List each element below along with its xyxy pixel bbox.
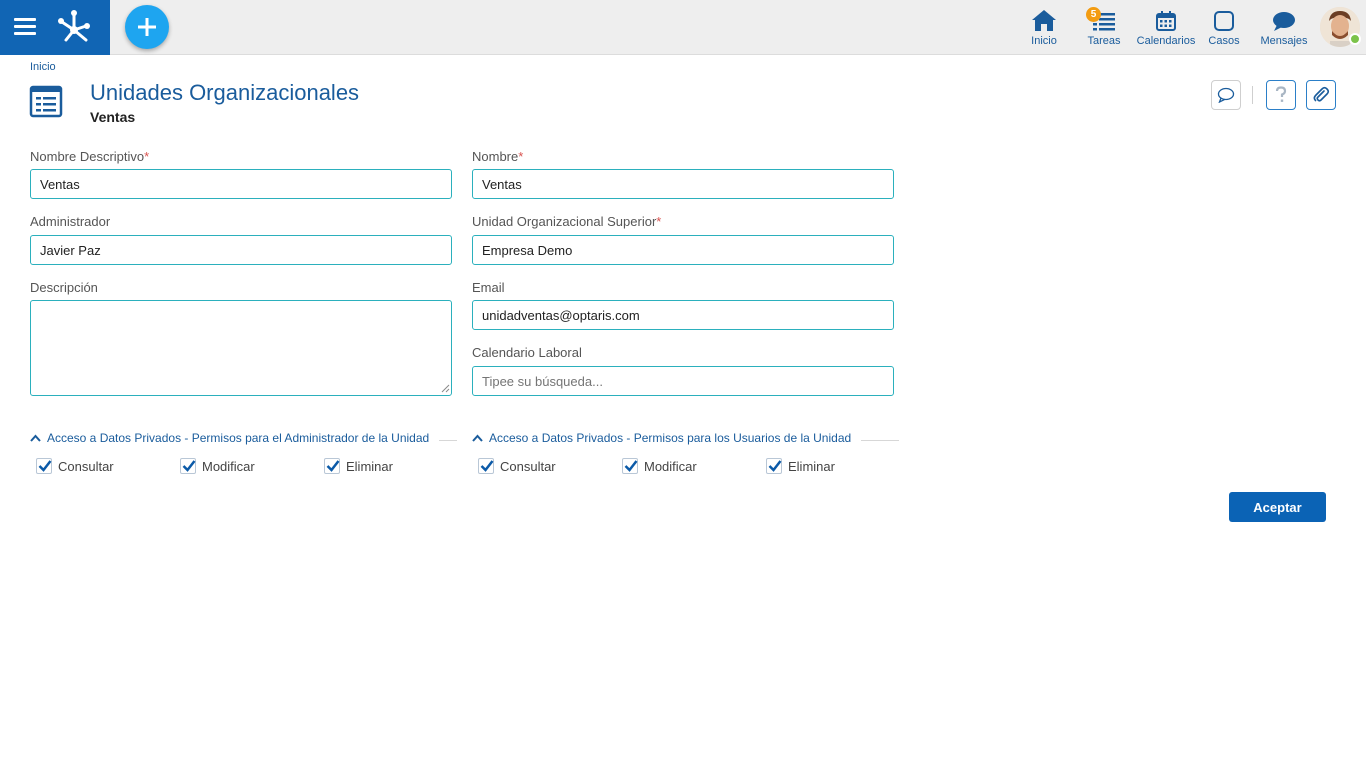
checkbox-label: Eliminar [788,458,835,474]
accept-button[interactable]: Aceptar [1229,492,1326,522]
nav-inicio[interactable] [1024,6,1064,50]
checkbox-box[interactable] [324,458,340,474]
checkbox-box[interactable] [766,458,782,474]
plus-icon [137,17,157,37]
home-icon [1031,8,1057,32]
calendario-search-input[interactable] [472,366,894,396]
nav-label: Casos [1208,35,1240,47]
question-mark-icon [1274,86,1288,104]
nav-calendarios[interactable] [1136,6,1196,50]
app-logo-icon[interactable] [56,8,92,44]
checkbox-label: Eliminar [346,458,393,474]
checkbox-box[interactable] [36,458,52,474]
org-units-form-icon [29,84,63,118]
unidad-superior-input[interactable] [472,235,894,265]
checkbox-label: Consultar [58,458,114,474]
users-modificar-checkbox[interactable] [622,458,697,474]
nombre-input[interactable] [472,169,894,199]
online-status-indicator [1349,33,1361,45]
checkbox-label: Consultar [500,458,556,474]
checkmark-icon [325,458,341,474]
checkmark-icon [181,458,197,474]
users-permissions-section-toggle[interactable] [472,431,851,445]
resize-handle-icon[interactable] [440,383,450,393]
hamburger-menu-icon[interactable] [14,18,36,36]
users-eliminar-checkbox[interactable] [766,458,835,474]
nombre-descriptivo-label: Nombre Descriptivo* [30,149,150,164]
nav-casos[interactable] [1206,6,1242,50]
chevron-up-icon [30,434,41,442]
checkbox-box[interactable] [478,458,494,474]
calendario-label: Calendario Laboral [472,345,582,360]
admin-permissions-title: Acceso a Datos Privados - Permisos para el Administrador de la Unidad [47,431,430,445]
nav-label: Calendarios [1136,35,1196,47]
admin-consultar-checkbox[interactable] [36,458,114,474]
checkmark-icon [623,458,639,474]
calendar-icon [1155,10,1177,32]
nav-label: Inicio [1031,35,1057,47]
admin-permissions-section-toggle[interactable] [30,431,429,445]
nav-mensajes[interactable] [1258,6,1310,50]
page-subtitle: Ventas [90,109,136,125]
help-button[interactable] [1266,80,1296,110]
nav-tareas[interactable] [1084,6,1124,50]
users-consultar-checkbox[interactable] [478,458,556,474]
section-divider [439,440,457,441]
chevron-up-icon [472,434,483,442]
checkmark-icon [479,458,495,474]
breadcrumb-inicio[interactable]: Inicio [30,61,56,73]
checkbox-box[interactable] [180,458,196,474]
add-new-button[interactable] [125,5,169,49]
checkbox-label: Modificar [202,458,255,474]
attachments-button[interactable] [1306,80,1336,110]
admin-eliminar-checkbox[interactable] [324,458,393,474]
email-input[interactable] [472,300,894,330]
cases-icon [1213,10,1235,32]
users-permissions-title: Acceso a Datos Privados - Permisos para los Usuarios de la Unidad [489,431,852,445]
descripcion-textarea[interactable] [30,300,452,396]
checkbox-box[interactable] [622,458,638,474]
nav-label: Tareas [1087,35,1121,47]
checkbox-label: Modificar [644,458,697,474]
tasks-count-badge: 5 [1086,7,1101,22]
brand-area [0,0,110,55]
nombre-label: Nombre* [472,149,524,164]
administrador-label: Administrador [30,214,111,229]
descripcion-label: Descripción [30,280,98,295]
checkmark-icon [37,458,53,474]
toolbar-divider [1252,86,1253,104]
nav-label: Mensajes [1260,35,1308,47]
comment-icon [1217,87,1235,103]
email-label: Email [472,280,505,295]
unidad-superior-label: Unidad Organizacional Superior* [472,214,662,229]
section-divider [861,440,899,441]
comments-button[interactable] [1211,80,1241,110]
administrador-input[interactable] [30,235,452,265]
top-bar [0,0,1366,55]
checkmark-icon [767,458,783,474]
page-title: Unidades Organizacionales [90,80,360,105]
paperclip-icon [1312,86,1330,104]
admin-modificar-checkbox[interactable] [180,458,255,474]
chat-bubble-icon [1271,10,1297,32]
nombre-descriptivo-input[interactable] [30,169,452,199]
